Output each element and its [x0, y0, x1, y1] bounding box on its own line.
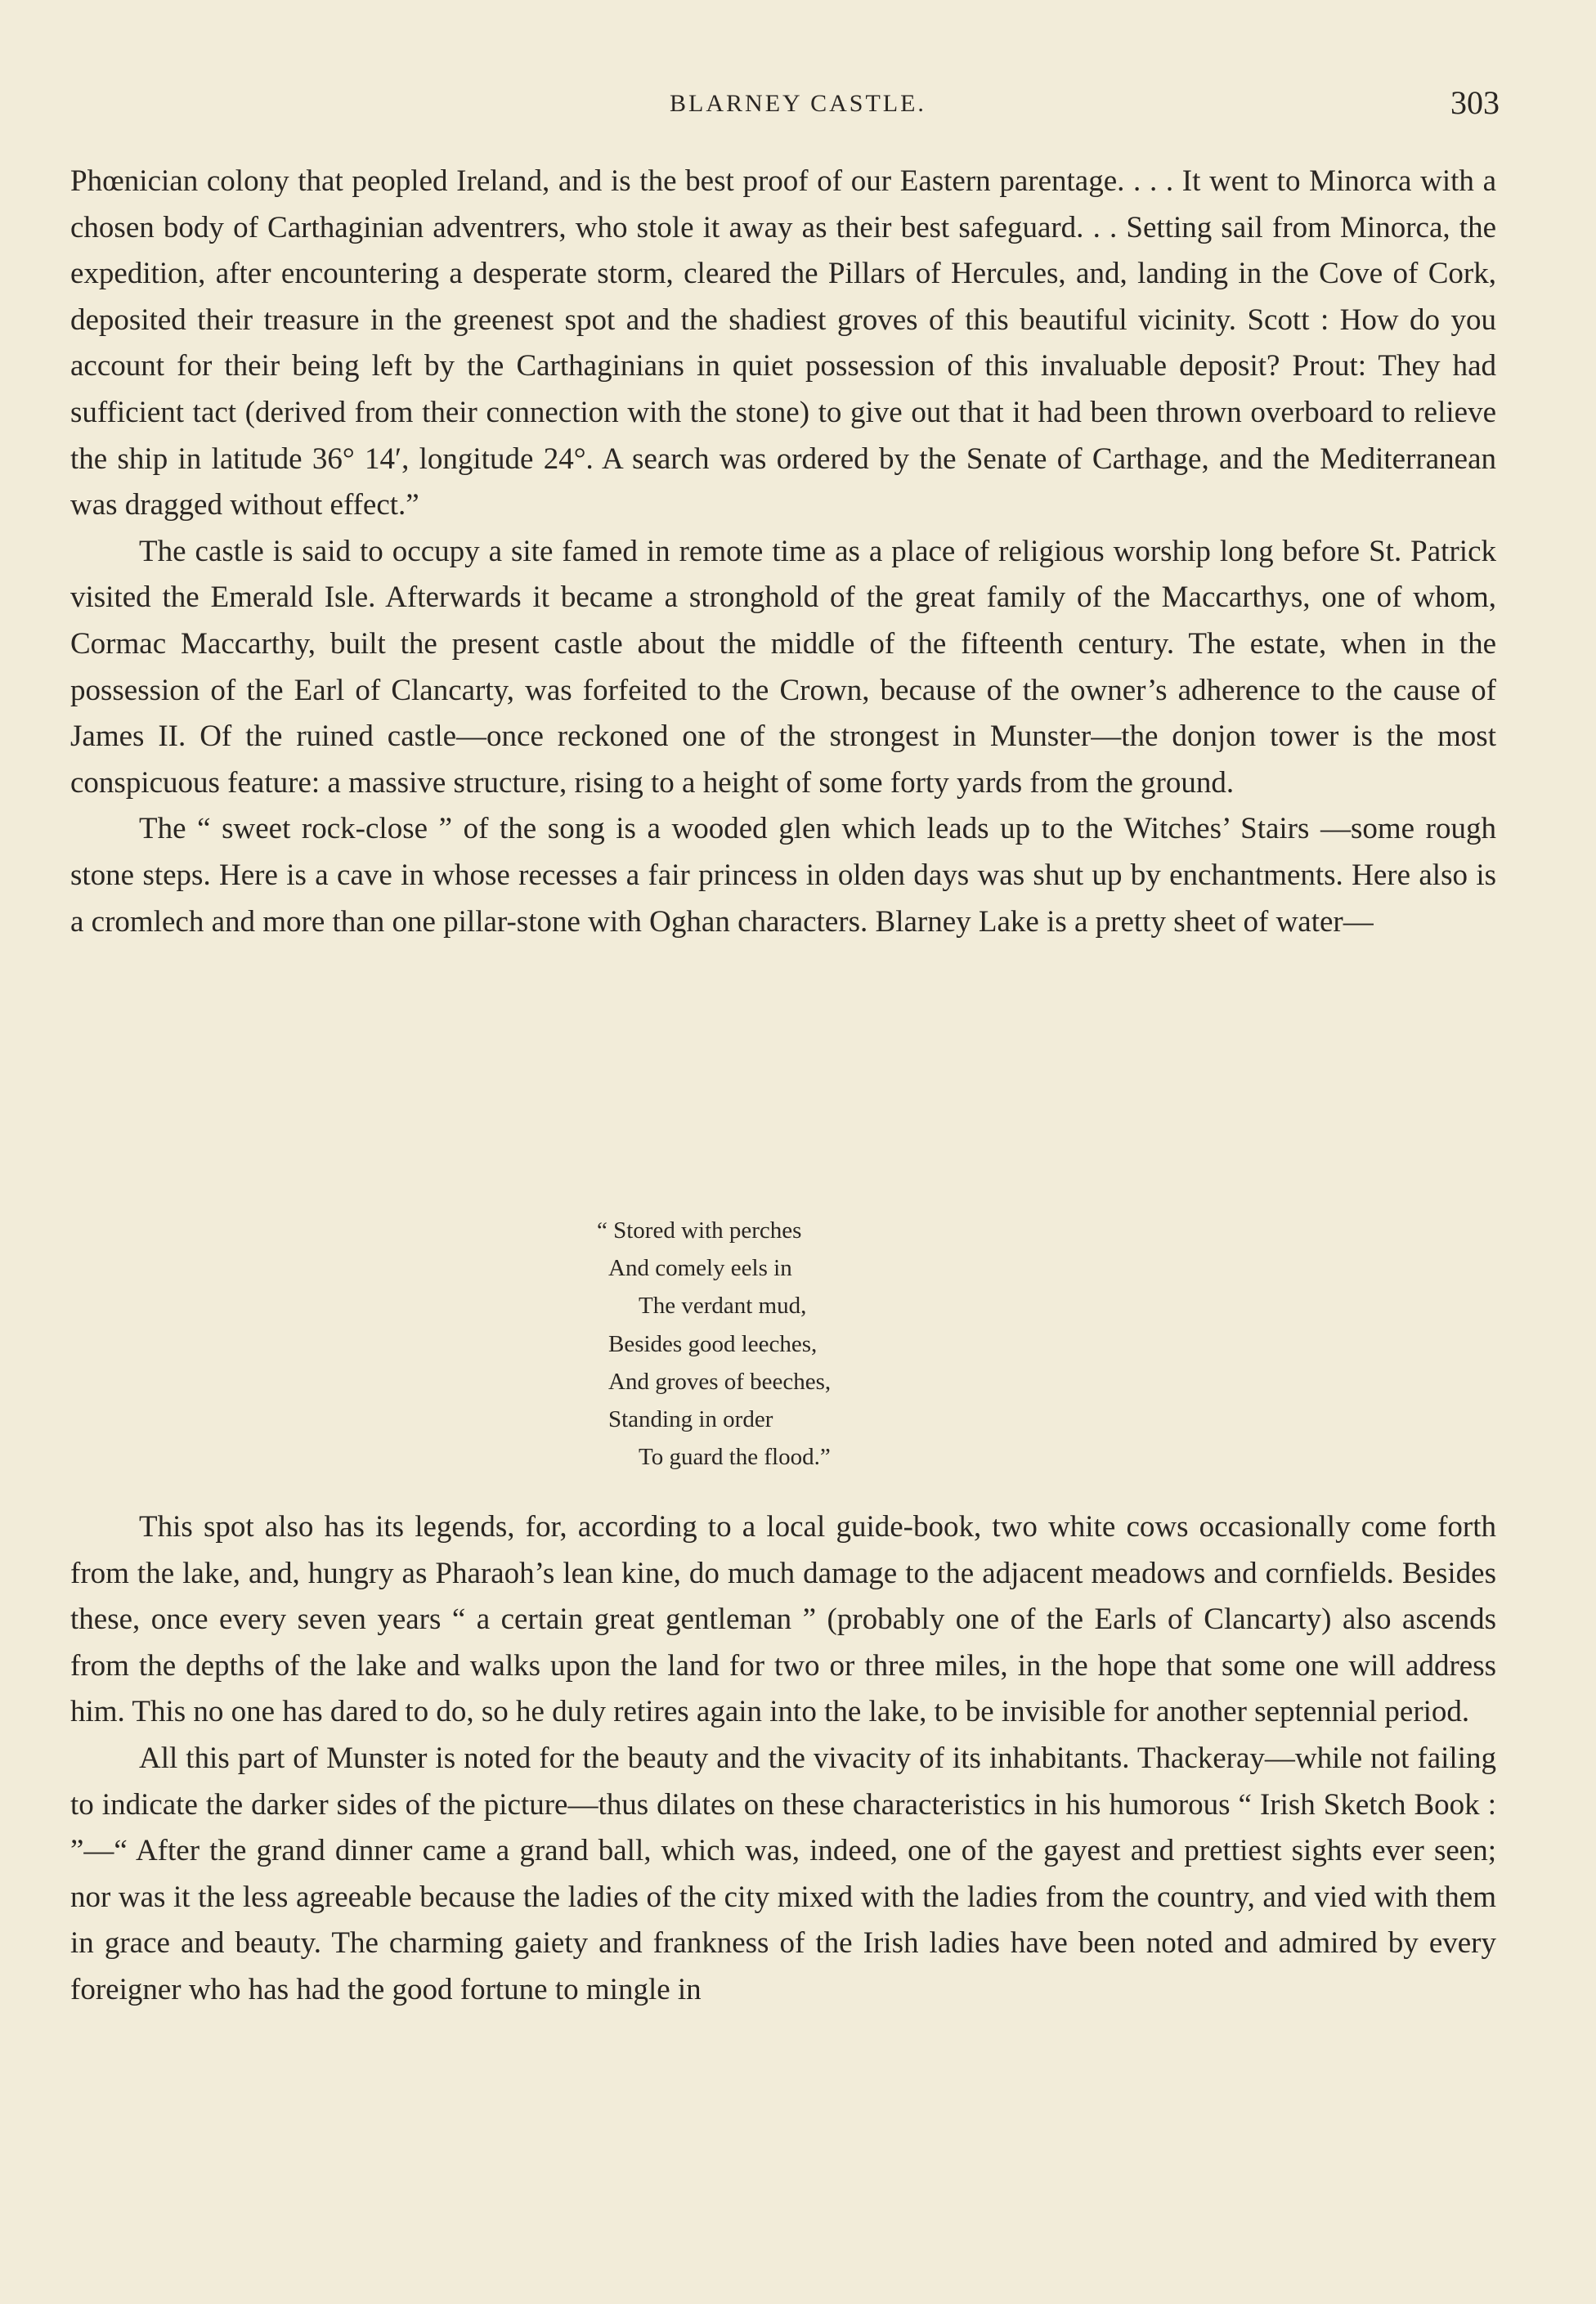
verse-line: Besides good leeches,	[608, 1330, 818, 1357]
verse-line: And groves of beeches,	[608, 1368, 832, 1395]
verse-line: Standing in order	[608, 1406, 773, 1433]
upper-text-block	[70, 159, 1496, 945]
running-head	[0, 84, 1596, 121]
running-title: BLARNEY CASTLE.	[670, 90, 926, 117]
verse-line: “ Stored with perches	[597, 1217, 802, 1244]
paragraph-castle-history: The castle is said to occupy a site famed in remote time as a place of religious worship long before St. Patrick visited the Emerald Isle. Afterwards it became a stronghold of the great family of the Maccarthys, one of whom, Cormac Maccarthy, built the present castle about the middle of the fifteenth century. The estate, when in the possession of the Earl of Clancarty, was forfeited to the Crown, because of the owner’s adherence to the cause of James II. Of the ruined castle—once reckoned one of the strongest in Munster—the donjon tower is the most conspicuous feature: a massive structure, rising to a height of some forty yards from the ground.	[70, 534, 1496, 800]
paragraph-rock-close: The “ sweet rock-close ” of the song is a wooded glen which leads up to the Witches’ Stairs —some rough stone steps. Here is a cave in whose recesses a fair princess in olden days was shut up by enchantments. Here also is a cromlech and more than one pillar-stone with Oghan characters. Blarney Lake is a pretty sheet of water—	[70, 812, 1496, 939]
verse-line: To guard the flood.”	[639, 1444, 831, 1471]
lower-text-block	[70, 1504, 1496, 2014]
paragraph-munster: All this part of Munster is noted for the beauty and the vivacity of its inhabitants. Thackeray—while not failing to indicate the darker sides of the picture—thus dilates on these characteristics in his humorous “ Irish Sketch Book : ”—“ After the grand dinner came a grand ball, which was, indeed, one of the gayest and prettiest sights ever seen; nor was it the less agreeable because the ladies of the city mixed with the ladies from the country, and vied with them in grace and beauty. The charming gaiety and frankness of the Irish ladies have been noted and admired by every foreigner who has had the good fortune to mingle in	[70, 1741, 1496, 2006]
page-number: 303	[1450, 84, 1500, 121]
verse-line: The verdant mud,	[639, 1293, 807, 1320]
verse-quotation	[597, 1212, 1017, 1476]
paragraph-continued: Phœnician colony that peopled Ireland, and is the best proof of our Eastern parentage. . . . It went to Minorca with a chosen body of Carthaginian adventrers, who stole it away as their best safeguard. . . Setting sail from Minorca, the expedition, after encountering a desperate storm, cleared the Pillars of Hercules, and, landing in the Cove of Cork, deposited their treasure in the greenest spot and the shadiest groves of this beautiful vicinity. Scott : How do you account for their being left by the Carthaginians in quiet possession of this invaluable deposit? Prout: They had sufficient tact (derived from their connection with the stone) to give out that it had been thrown overboard to relieve the ship in latitude 36° 14′, longitude 24°. A search was ordered by the Senate of Carthage, and the Mediterranean was dragged without effect.”	[70, 164, 1496, 522]
paragraph-legends: This spot also has its legends, for, according to a local guide-book, two white cows occasionally come forth from the lake, and, hungry as Pharaoh’s lean kine, do much damage to the adjacent meadows and cornfields. Besides these, once every seven years “ a certain great gentleman ” (probably one of the Earls of Clancarty) also ascends from the depths of the lake and walks upon the land for two or three miles, in the hope that some one will address him. This no one has dared to do, so he duly retires again into the lake, to be invisible for another septennial period.	[70, 1510, 1496, 1729]
verse-line: And comely eels in	[608, 1255, 792, 1282]
